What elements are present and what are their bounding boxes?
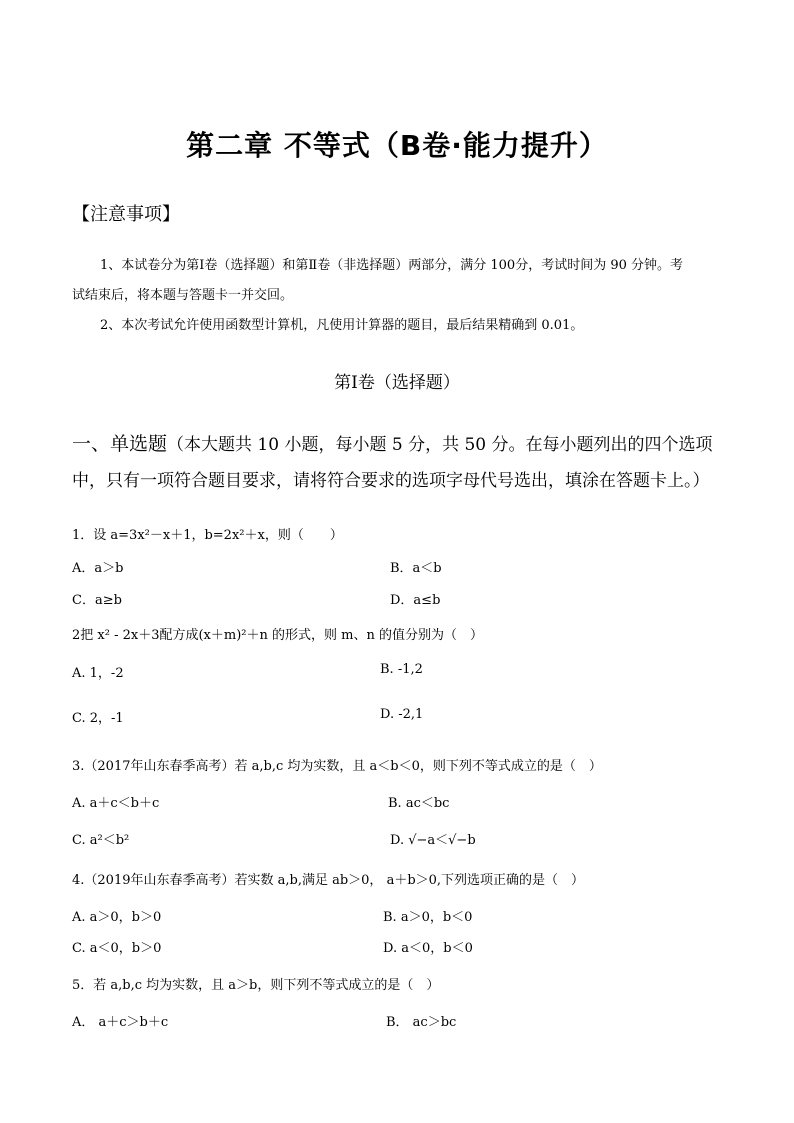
question-3-option-d: D. √−a＜√−b (390, 833, 476, 848)
question-5-option-a: A． a＋c＞b＋c (72, 1015, 169, 1030)
question-2-option-c: C. 2，-1 (72, 711, 124, 726)
question-2-option-d: D. -2,1 (380, 707, 424, 722)
notice-item-1-line-1: 1、本试卷分为第Ⅰ卷（选择题）和第Ⅱ卷（非选择题）两部分，满分 100分，考试时间为 90 分钟。考 (100, 258, 683, 273)
part-1-instructions (72, 426, 722, 499)
question-4-option-d: D. a＜0，b＜0 (383, 941, 473, 956)
question-5-option-b: B． ac＞bc (386, 1015, 457, 1030)
question-2-stem: 2把 x² - 2x＋3配方成(x＋m)²＋n 的形式，则 m、n 的值分别为（ ） (72, 628, 483, 643)
question-4-stem: 4.（2019年山东春季高考）若实数 a,b,满足 ab＞0， a＋b＞0,下列选项正确的是（ ） (72, 873, 585, 888)
notice-item-1-line-2: 试结束后，将本题与答题卡一并交回。 (72, 288, 294, 303)
question-1-option-b: B．a＜b (390, 561, 442, 576)
question-1-option-a: A．a＞b (72, 561, 124, 576)
part-1-heading: 一、单选题 (72, 433, 168, 455)
question-1-stem: 1．设 a=3x²－x＋1，b=2x²＋x，则（ ） (72, 528, 343, 543)
question-4-option-b: B. a＞0，b＜0 (383, 910, 473, 925)
question-3-option-a: A. a＋c＜b＋c (72, 796, 160, 811)
question-2-option-a: A. 1，-2 (72, 666, 124, 681)
question-3-option-c: C. a²＜b² (72, 833, 130, 848)
section-title: 第Ⅰ卷（选择题） (334, 373, 460, 393)
question-3-option-b: B. ac＜bc (388, 796, 450, 811)
question-1-option-c: C．a≥b (72, 593, 122, 608)
question-4-option-a: A. a＞0，b＞0 (72, 910, 162, 925)
part-1-description: （本大题共 10 小题，每小题 5 分，共 50 分。在每小题列出的四个选项中，只有一项符合题目要求，请将符合要求的选项字母代号选出，填涂在答题卡上。） (72, 435, 713, 491)
page-title: 第二章 不等式（B卷·能力提升） (186, 129, 608, 162)
notice-item-2: 2、本次考试允许使用函数型计算机，凡使用计算器的题目，最后结果精确到 0.01。 (100, 318, 584, 333)
question-5-stem: 5．若 a,b,c 均为实数，且 a＞b，则下列不等式成立的是（ ） (72, 978, 440, 993)
question-1-option-d: D．a≤b (390, 593, 441, 608)
notice-heading: 【注意事项】 (72, 204, 180, 225)
question-4-option-c: C. a＜0，b＞0 (72, 941, 162, 956)
question-3-stem: 3.（2017年山东春季高考）若 a,b,c 均为实数，且 a＜b＜0，则下列不等式成立的是（ ） (72, 759, 602, 774)
question-2-option-b: B. -1,2 (380, 662, 423, 677)
